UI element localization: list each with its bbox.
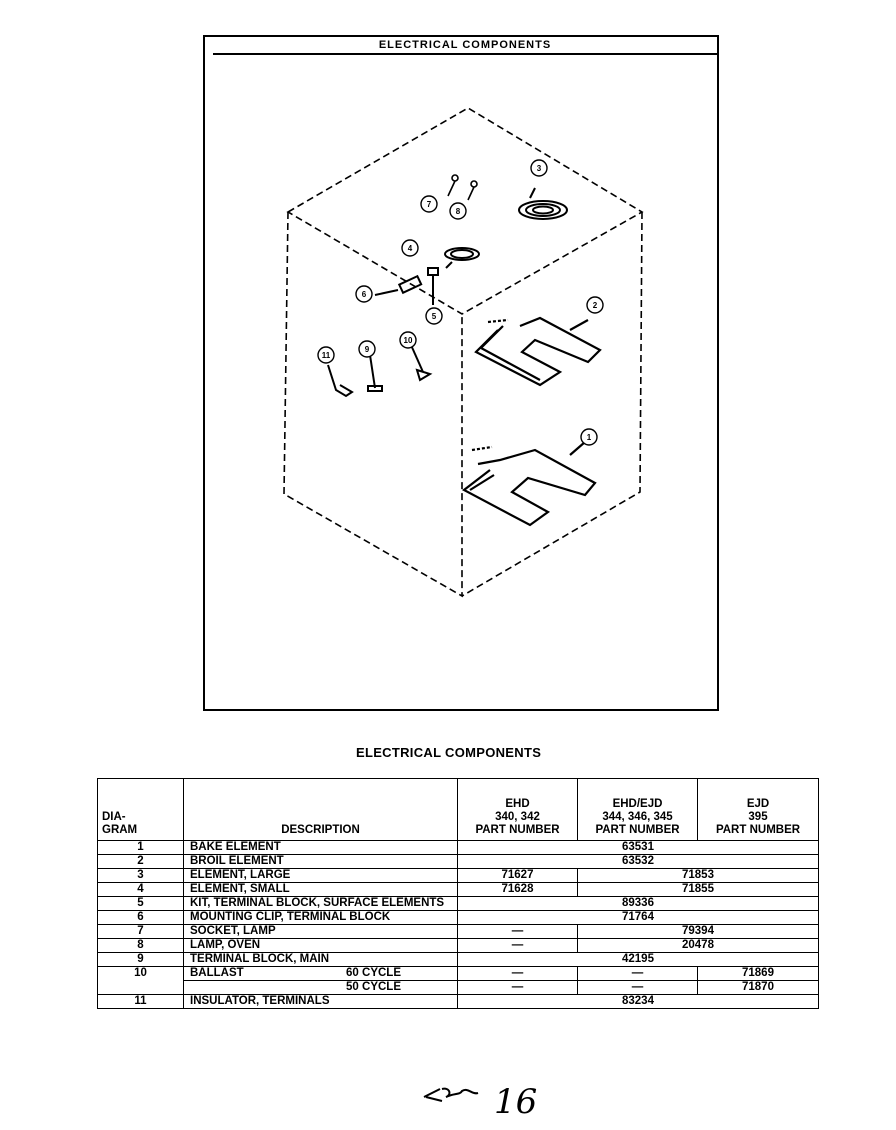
handwritten-mark-icon xyxy=(420,1075,560,1125)
table-row: 6 MOUNTING CLIP, TERMINAL BLOCK 71764 xyxy=(98,911,819,925)
lamp-socket-icon xyxy=(448,175,477,200)
table-row: 5 KIT, TERMINAL BLOCK, SURFACE ELEMENTS 89336 xyxy=(98,897,819,911)
ballast-desc-60: BALLAST 60 CYCLE xyxy=(184,967,458,981)
terminal-block-kit-icon xyxy=(375,268,438,305)
callout-label-3: 3 xyxy=(536,164,542,173)
callout-label-2: 2 xyxy=(592,301,598,310)
parts-table xyxy=(97,778,819,1009)
table-row: 9 TERMINAL BLOCK, MAIN 42195 xyxy=(98,953,819,967)
table-row: 3 ELEMENT, LARGE 71627 71853 xyxy=(98,869,819,883)
table-row: 7 SOCKET, LAMP — 79394 xyxy=(98,925,819,939)
table-row: 2 BROIL ELEMENT 63532 xyxy=(98,855,819,869)
table-row: 4 ELEMENT, SMALL 71628 71855 xyxy=(98,883,819,897)
callout-label-7: 7 xyxy=(426,200,432,209)
ballast-icon xyxy=(411,345,430,380)
callout-label-10: 10 xyxy=(403,336,413,345)
callout-label-5: 5 xyxy=(431,312,437,321)
element-small-icon xyxy=(445,248,479,268)
callout-label-9: 9 xyxy=(364,345,370,354)
header-description: DESCRIPTION xyxy=(184,779,458,841)
callout-label-4: 4 xyxy=(407,244,413,253)
bake-element-icon xyxy=(464,442,595,525)
section-title: ELECTRICAL COMPONENTS xyxy=(356,745,542,760)
callout-label-8: 8 xyxy=(455,207,461,216)
handwritten-note xyxy=(420,1075,560,1130)
insulator-icon xyxy=(328,365,352,396)
table-row: 10 BALLAST 60 CYCLE — — 71869 xyxy=(98,967,819,981)
broil-element-icon xyxy=(476,318,600,385)
table-row: 11 INSULATOR, TERMINALS 83234 xyxy=(98,995,819,1009)
callout-label-11: 11 xyxy=(321,351,331,360)
header-ejd: EJD 395 PART NUMBER xyxy=(698,779,819,841)
table-row: 1 BAKE ELEMENT 63531 xyxy=(98,841,819,855)
header-diagram: DIA- GRAM xyxy=(98,779,184,841)
table-row: 8 LAMP, OVEN — 20478 xyxy=(98,939,819,953)
element-large-icon xyxy=(519,188,567,219)
table-row: 50 CYCLE — — 71870 xyxy=(98,981,819,995)
header-ehd: EHD 340, 342 PART NUMBER xyxy=(458,779,578,841)
table-header-row xyxy=(98,779,819,841)
callout-label-6: 6 xyxy=(361,290,367,299)
header-ehd-ejd: EHD/EJD 344, 346, 345 PART NUMBER xyxy=(578,779,698,841)
diagram-frame-title: ELECTRICAL COMPONENTS xyxy=(213,37,717,55)
svg-text:16: 16 xyxy=(494,1082,538,1122)
callout-label-1: 1 xyxy=(586,433,592,442)
ballast-desc-50: 50 CYCLE xyxy=(184,981,458,995)
terminal-block-main-icon xyxy=(368,355,382,391)
